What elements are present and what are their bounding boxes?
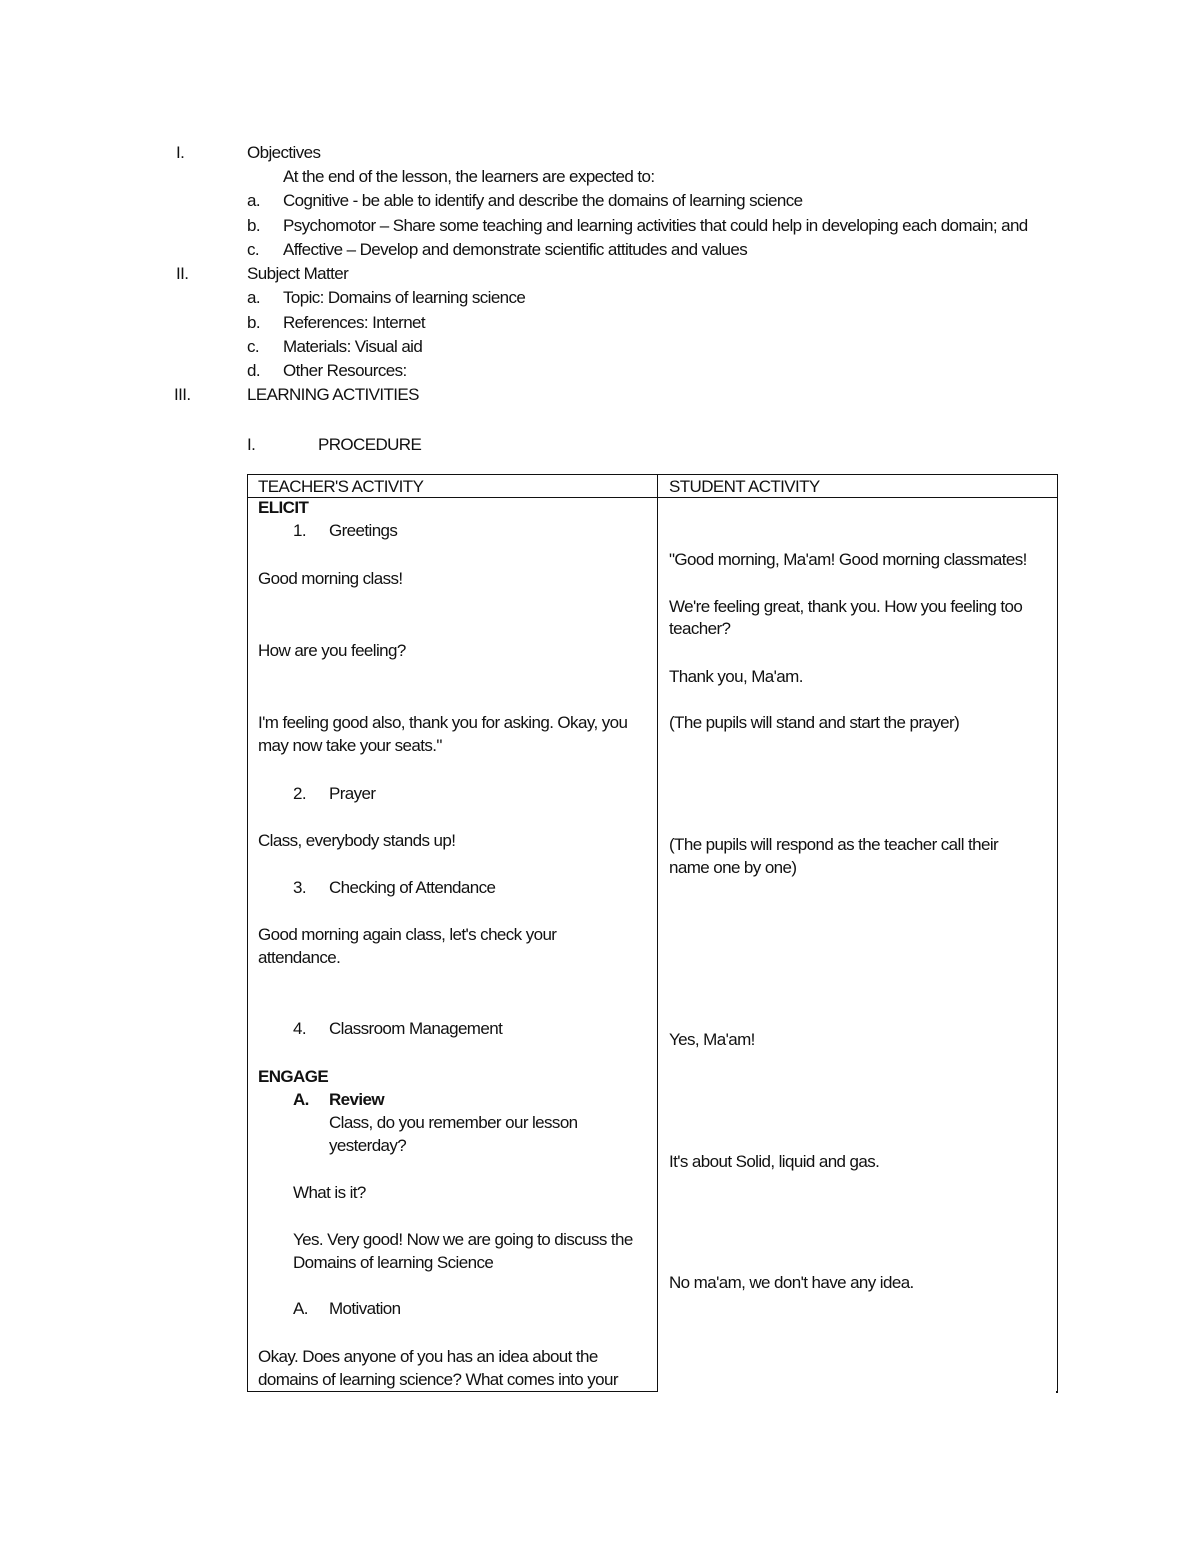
learning-activities-heading: LEARNING ACTIVITIES bbox=[247, 385, 419, 404]
objective-affective: Affective – Develop and demonstrate scientific attitudes and values bbox=[283, 240, 748, 259]
objectives-intro: At the end of the lesson, the learners are expected to: bbox=[283, 167, 655, 186]
greetings-number: 1. bbox=[293, 521, 306, 540]
procedure-heading: PROCEDURE bbox=[318, 435, 422, 454]
student-solid-liquid-gas: It's about Solid, liquid and gas. bbox=[669, 1152, 880, 1171]
motivation-marker: A. bbox=[293, 1299, 308, 1318]
subject-matter-numeral: II. bbox=[176, 264, 189, 283]
objective-marker: a. bbox=[247, 191, 260, 210]
table-bottom-border bbox=[247, 1391, 658, 1392]
classroom-management-label: Classroom Management bbox=[329, 1019, 503, 1038]
review-marker: A. bbox=[293, 1090, 309, 1109]
teacher-how-feeling: How are you feeling? bbox=[258, 641, 406, 660]
teacher-good-morning: Good morning class! bbox=[258, 569, 403, 588]
teacher-activity-header: TEACHER'S ACTIVITY bbox=[258, 477, 424, 496]
subject-matter-heading: Subject Matter bbox=[247, 264, 349, 283]
subject-other-resources: Other Resources: bbox=[283, 361, 407, 380]
student-activity-header: STUDENT ACTIVITY bbox=[669, 477, 820, 496]
subject-references: References: Internet bbox=[283, 313, 426, 332]
subject-marker: c. bbox=[247, 337, 260, 356]
motivation-label: Motivation bbox=[329, 1299, 401, 1318]
engage-heading: ENGAGE bbox=[258, 1067, 329, 1086]
teacher-check-attendance-line-1: Good morning again class, let's check your bbox=[258, 925, 557, 944]
subject-materials: Materials: Visual aid bbox=[283, 337, 423, 356]
teacher-feeling-good-line-2: may now take your seats." bbox=[258, 736, 442, 755]
student-greet-back: "Good morning, Ma'am! Good morning classmates! bbox=[669, 550, 1027, 569]
student-respond-line-2: name one by one) bbox=[669, 858, 797, 877]
teacher-idea-line-2: domains of learning science? What comes into your bbox=[258, 1370, 618, 1389]
attendance-number: 3. bbox=[293, 878, 306, 897]
objective-psychomotor: Psychomotor – Share some teaching and learning activities that could help in developing each domain; and bbox=[283, 216, 1028, 235]
teacher-check-attendance-line-2: attendance. bbox=[258, 948, 341, 967]
teacher-very-good-line-1: Yes. Very good! Now we are going to discuss the bbox=[293, 1230, 633, 1249]
teacher-feeling-good-line-1: I'm feeling good also, thank you for asking. Okay, you bbox=[258, 713, 628, 732]
student-feeling-great-line-2: teacher? bbox=[669, 619, 731, 638]
subject-marker: b. bbox=[247, 313, 260, 332]
subject-topic: Topic: Domains of learning science bbox=[283, 288, 526, 307]
objective-marker: c. bbox=[247, 240, 260, 259]
attendance-label: Checking of Attendance bbox=[329, 878, 496, 897]
student-feeling-great-line-1: We're feeling great, thank you. How you feeling too bbox=[669, 597, 1023, 616]
subject-marker: d. bbox=[247, 361, 260, 380]
teacher-what-is-it: What is it? bbox=[293, 1183, 366, 1202]
teacher-very-good-line-2: Domains of learning Science bbox=[293, 1253, 494, 1272]
objective-cognitive: Cognitive - be able to identify and describe the domains of learning science bbox=[283, 191, 803, 210]
teacher-remember-line-2: yesterday? bbox=[329, 1136, 407, 1155]
review-label: Review bbox=[329, 1090, 384, 1109]
prayer-label: Prayer bbox=[329, 784, 376, 803]
procedure-numeral: I. bbox=[247, 435, 256, 454]
objectives-heading: Objectives bbox=[247, 143, 321, 162]
student-respond-line-1: (The pupils will respond as the teacher call their bbox=[669, 835, 999, 854]
student-prayer: (The pupils will stand and start the prayer) bbox=[669, 713, 960, 732]
classroom-number: 4. bbox=[293, 1019, 306, 1038]
elicit-heading: ELICIT bbox=[258, 498, 309, 517]
objective-marker: b. bbox=[247, 216, 260, 235]
prayer-number: 2. bbox=[293, 784, 306, 803]
student-no-idea: No ma'am, we don't have any idea. bbox=[669, 1273, 914, 1292]
subject-marker: a. bbox=[247, 288, 260, 307]
table-column-divider bbox=[657, 474, 658, 1392]
objectives-numeral: I. bbox=[176, 143, 185, 162]
student-yes-maam: Yes, Ma'am! bbox=[669, 1030, 755, 1049]
table-corner-mark bbox=[1056, 1391, 1058, 1393]
teacher-stands-up: Class, everybody stands up! bbox=[258, 831, 456, 850]
greetings-label: Greetings bbox=[329, 521, 398, 540]
student-thank-you: Thank you, Ma'am. bbox=[669, 667, 803, 686]
learning-activities-numeral: III. bbox=[174, 385, 191, 404]
teacher-remember-line-1: Class, do you remember our lesson bbox=[329, 1113, 578, 1132]
teacher-idea-line-1: Okay. Does anyone of you has an idea about the bbox=[258, 1347, 598, 1366]
